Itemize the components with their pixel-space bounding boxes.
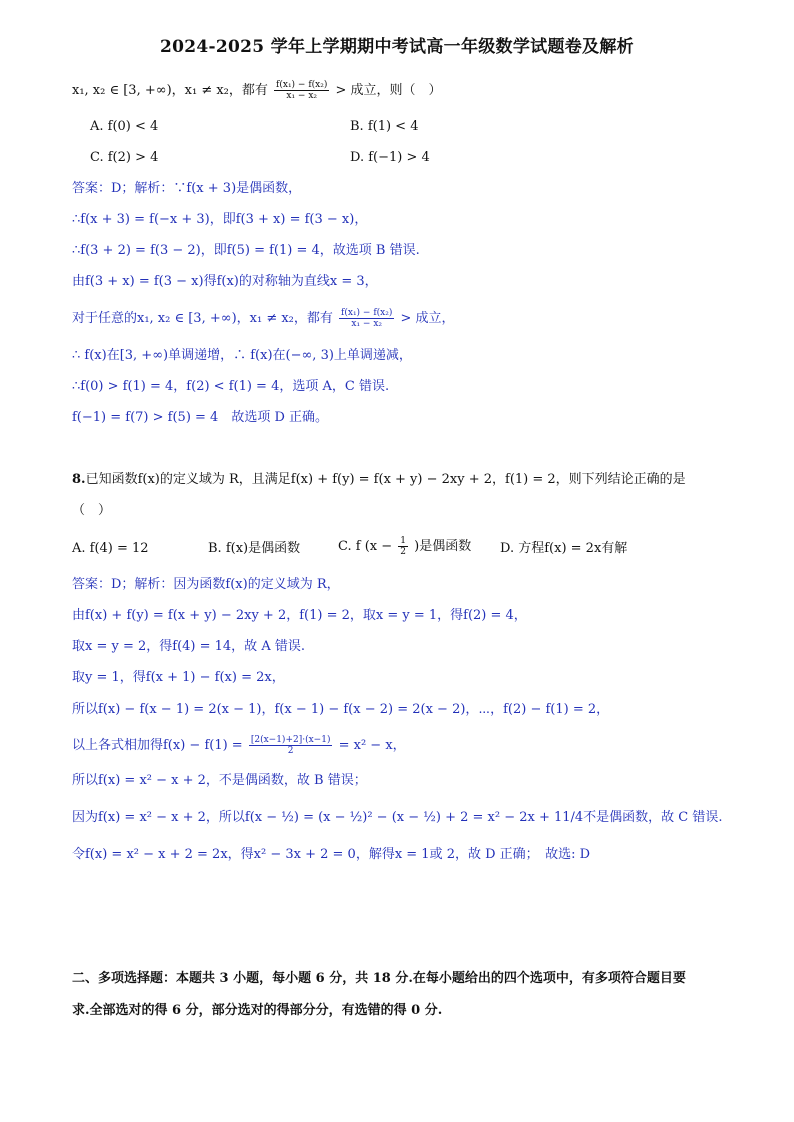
q7-stem-fraction (274, 80, 329, 101)
q7-option-a: A. f(0) < 4 (90, 119, 159, 134)
q8-answer-line-1: 答案：D；解析：因为函数f(x)的定义域为 R， (72, 577, 340, 592)
q8-ans6-post: = x² − x， (338, 738, 406, 753)
q8-stem-paren: （ ） (72, 503, 112, 518)
q8-answer-line-8: 因为f(x) = x² − x + 2，所以f(x − ½) = (x − ½)² − (x − ½) + 2 = x² − 2x + 11/4不是偶函数，故 C 错误. (72, 810, 723, 825)
q7-option-b: B. f(1) < 4 (350, 119, 419, 134)
q8-answer-line-5: 所以f(x) − f(x − 1) = 2(x − 1)，f(x − 1) − f(x − 2) = 2(x − 2)，⋯，f(2) − f(1) = 2， (72, 702, 610, 717)
q7-stem-frac-den: x₁ − x₂ (286, 91, 318, 101)
q8-ans6-frac-num: [2(x−1)+2]·(x−1) (250, 735, 331, 745)
q7-ans5-fraction (339, 308, 394, 329)
q7-answer-line-3: ∴f(3 + 2) = f(3 − 2)，即f(5) = f(1) = 4，故选项 B 错误. (72, 243, 420, 258)
q8-answer-line-4: 取y = 1，得f(x + 1) − f(x) = 2x， (72, 670, 285, 685)
q7-answer-line-5 (72, 308, 455, 329)
q7-answer-line-2: ∴f(x + 3) = f(−x + 3)，即f(3 + x) = f(3 − x)， (72, 212, 368, 227)
q8-ans6-pre: 以上各式相加得f(x) − f(1) = (72, 738, 243, 753)
q7-stem-pre: x₁, x₂ ∈ [3, +∞)，x₁ ≠ x₂，都有 (72, 83, 268, 98)
q8-option-b: B. f(x)是偶函数 (208, 541, 301, 556)
q8-option-c-pre: C. f (338, 539, 361, 554)
q7-answer-line-8: f(−1) = f(7) > f(5) = 4 故选项 D 正确。 (72, 410, 329, 425)
q8-answer-line-9: 令f(x) = x² − x + 2 = 2x，得x² − 3x + 2 = 0，解得x = 1或 2，故 D 正确； 故选: D (72, 847, 591, 862)
q8-stem (72, 471, 686, 489)
q7-answer-line-6: ∴ f(x)在[3, +∞)单调递增，∴ f(x)在(−∞, 3)上单调递减， (72, 348, 412, 363)
q8-option-c-post: )是偶函数 (414, 539, 472, 554)
q8-option-d: D. 方程f(x) = 2x有解 (500, 541, 628, 556)
q7-answer-line-1: 答案：D；解析：∵f(x + 3)是偶函数， (72, 181, 302, 196)
q8-answer-line-2: 由f(x) + f(y) = f(x + y) − 2xy + 2，f(1) = 2，取x = y = 1，得f(2) = 4， (72, 608, 527, 623)
q8-answer-line-6 (72, 735, 406, 756)
q8-option-c-frac-den: 2 (400, 547, 406, 557)
q7-stem-frac-num: f(x₁) − f(x₂) (276, 80, 328, 90)
q8-option-a: A. f(4) = 12 (72, 541, 149, 556)
q7-answer-line-4: 由f(3 + x) = f(3 − x)得f(x)的对称轴为直线x = 3， (72, 274, 378, 289)
q8-number: 8. (72, 472, 86, 487)
q8-option-c-frac-num: 1 (400, 536, 406, 546)
q8-option-c-mid: (x − (364, 539, 397, 554)
section-2-heading-line-2: 求.全部选对的得 6 分，部分选对的得部分分，有选错的得 0 分. (72, 1003, 443, 1018)
page-title: 2024-2025 学年上学期期中考试高一年级数学试题卷及解析 (160, 37, 634, 57)
q7-ans5-post: > 成立， (400, 311, 455, 326)
q7-stem (72, 80, 442, 101)
q7-ans5-frac-den: x₁ − x₂ (351, 319, 383, 329)
q7-ans5-frac-num: f(x₁) − f(x₂) (341, 308, 393, 318)
q8-answer-line-3: 取x = y = 2，得f(4) = 14，故 A 错误. (72, 639, 305, 654)
q8-stem-text: 已知函数f(x)的定义域为 R，且满足f(x) + f(y) = f(x + y) − 2xy + 2，f(1) = 2，则下列结论正确的是 (85, 472, 686, 487)
q7-ans5-pre: 对于任意的x₁, x₂ ∈ [3, +∞)，x₁ ≠ x₂，都有 (72, 311, 333, 326)
q7-stem-post: > 成立，则（ ） (335, 83, 442, 98)
section-2-heading-line-1: 二、多项选择题：本题共 3 小题，每小题 6 分，共 18 分.在每小题给出的四个选项中，有多项符合题目要 (72, 971, 686, 986)
q7-option-d: D. f(−1) > 4 (350, 150, 430, 165)
q7-option-c: C. f(2) > 4 (90, 150, 159, 165)
q7-answer-line-7: ∴f(0) > f(1) = 4，f(2) < f(1) = 4，选项 A，C 错误. (72, 379, 390, 394)
q8-ans6-fraction (249, 735, 333, 756)
q8-option-c-fraction (398, 536, 408, 557)
q8-answer-line-7: 所以f(x) = x² − x + 2，不是偶函数，故 B 错误； (72, 773, 367, 788)
q8-option-c (338, 536, 471, 557)
q8-ans6-frac-den: 2 (287, 746, 294, 756)
